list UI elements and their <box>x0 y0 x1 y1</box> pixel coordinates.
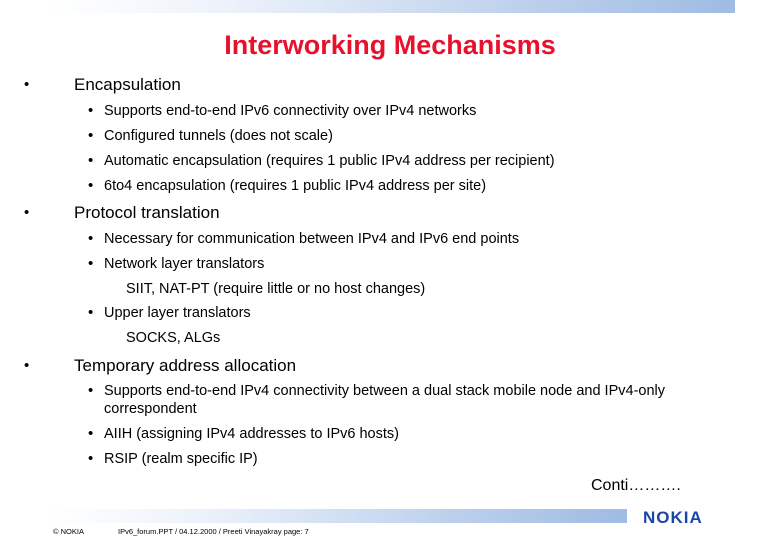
list-item-text: RSIP (realm specific IP) <box>104 451 258 467</box>
continued-label: Conti………. <box>591 477 681 494</box>
bullet-icon: • <box>88 255 94 272</box>
bullet-icon: • <box>88 102 94 119</box>
bullet-icon: • <box>88 304 94 321</box>
list-item-subtext: SIIT, NAT-PT (require little or no host changes) <box>126 281 426 297</box>
footer-copyright: © NOKIA <box>53 527 84 536</box>
list-item-text: correspondent <box>104 401 197 417</box>
list-item-text: 6to4 encapsulation (requires 1 public IPv4 address per site) <box>104 178 487 194</box>
list-item-text: Necessary for communication between IPv4 and IPv6 end points <box>104 231 520 247</box>
list-item-subtext: SOCKS, ALGs <box>126 330 221 346</box>
bullet-icon: • <box>88 177 94 194</box>
list-item-text: Automatic encapsulation (requires 1 public IPv4 address per recipient) <box>104 153 555 169</box>
bullet-icon: • <box>88 425 94 442</box>
slide-title: Interworking Mechanisms <box>224 30 556 60</box>
bullet-icon: • <box>88 382 94 399</box>
list-item-text: Supports end-to-end IPv4 connectivity between a dual stack mobile node and IPv4-only <box>104 383 666 399</box>
list-item-text: Supports end-to-end IPv6 connectivity over IPv4 networks <box>104 103 477 119</box>
bottom-decorative-bar <box>47 509 627 523</box>
bullet-icon: • <box>88 230 94 247</box>
nokia-logo: NOKIA <box>643 508 703 527</box>
top-decorative-bar <box>47 0 735 13</box>
bullet-icon: • <box>88 152 94 169</box>
section-label: Temporary address allocation <box>74 356 297 375</box>
bullet-icon: • <box>88 450 94 467</box>
footer-info: IPv6_forum.PPT / 04.12.2000 / Preeti Vinayakray page: 7 <box>118 527 309 536</box>
bullet-icon: • <box>24 76 30 93</box>
list-item-text: Configured tunnels (does not scale) <box>104 128 333 144</box>
section-label: Encapsulation <box>74 75 181 94</box>
section-label: Protocol translation <box>74 203 220 222</box>
bullet-icon: • <box>24 204 30 221</box>
list-item-text: Upper layer translators <box>104 305 251 321</box>
bullet-icon: • <box>24 357 30 374</box>
bullet-icon: • <box>88 127 94 144</box>
list-item-text: AIIH (assigning IPv4 addresses to IPv6 hosts) <box>104 426 399 442</box>
list-item-text: Network layer translators <box>104 256 265 272</box>
